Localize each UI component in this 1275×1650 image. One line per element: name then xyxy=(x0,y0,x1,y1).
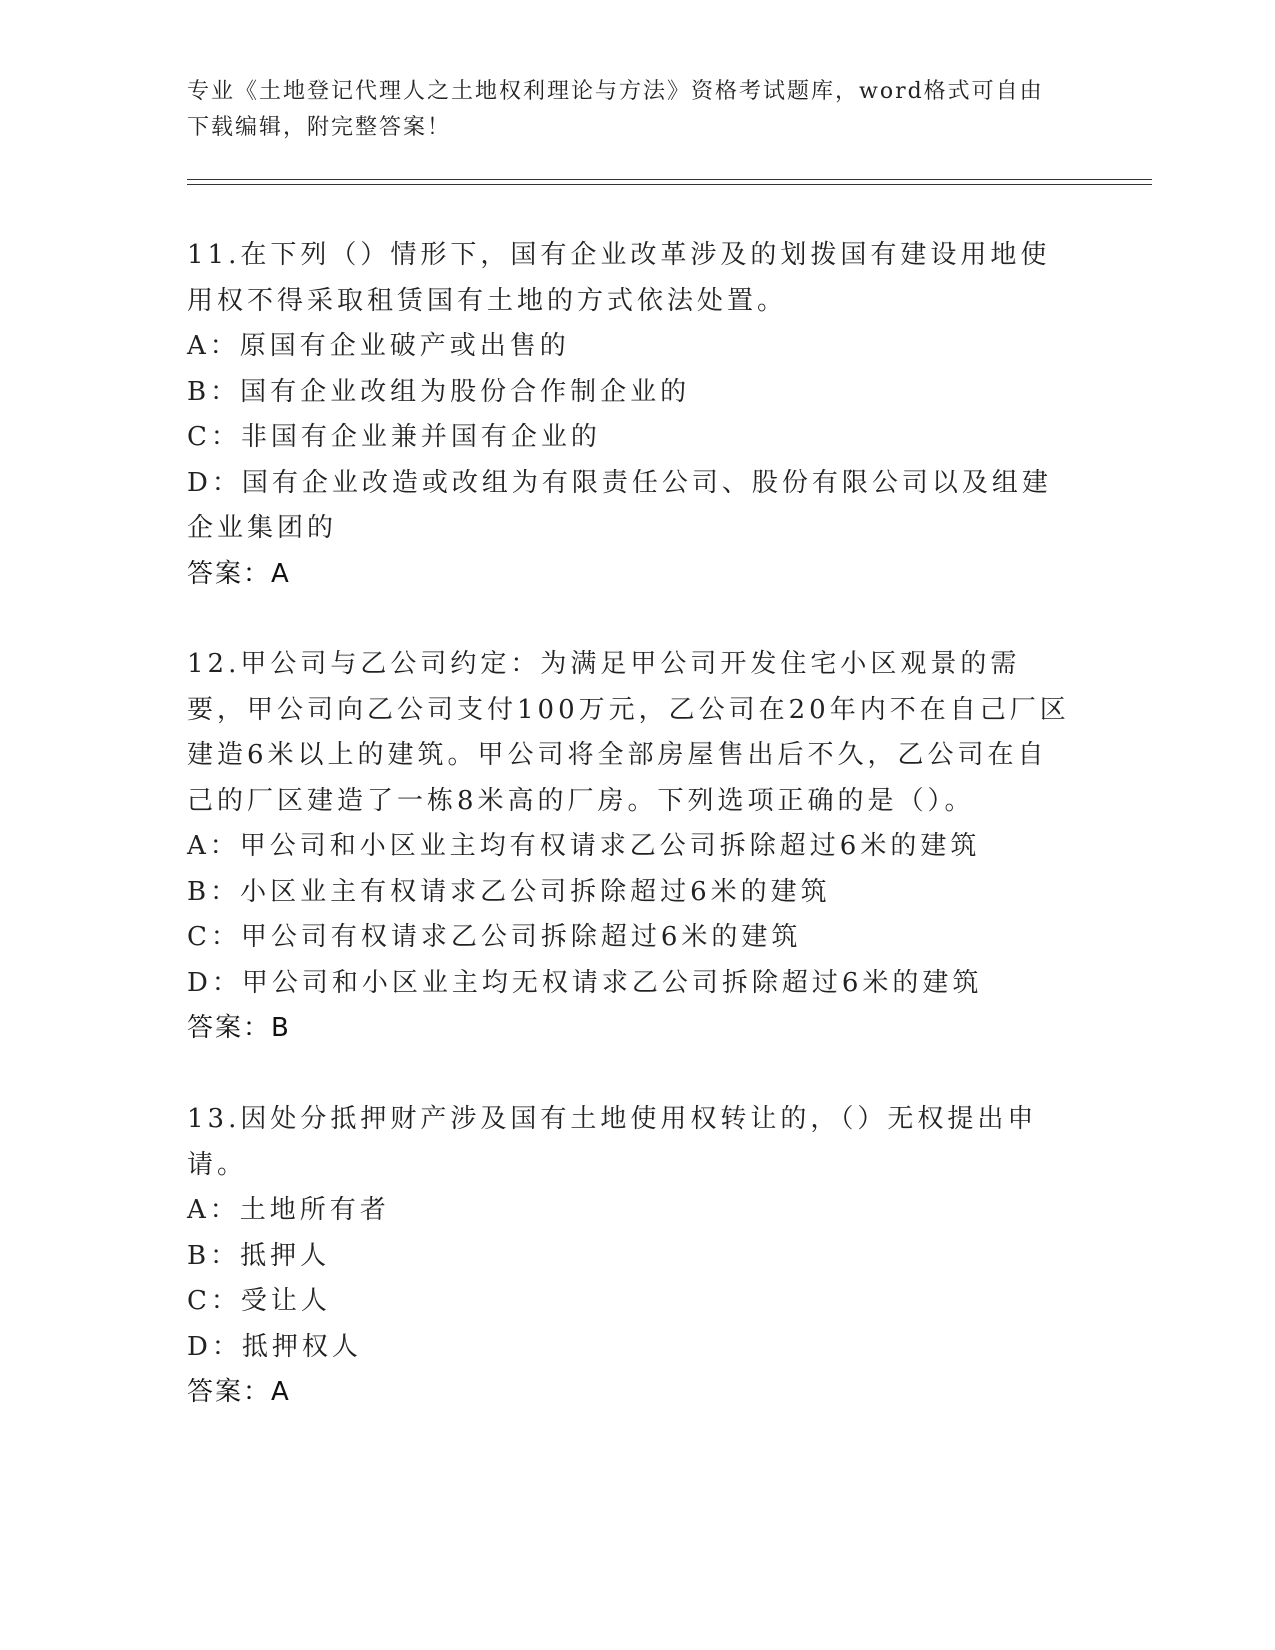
question-13 xyxy=(187,1097,1077,1416)
option-d: D：甲公司和小区业主均无权请求乙公司拆除超过6米的建筑 xyxy=(187,967,983,998)
option-a: A：土地所有者 xyxy=(187,1195,390,1225)
question-stem: 11.在下列（）情形下，国有企业改革涉及的划拨国有建设用地使用权不得采取租赁国有土地的方式依法处置。 xyxy=(187,240,1051,316)
option-c: C：非国有企业兼并国有企业的 xyxy=(187,422,601,452)
option-c: C：受让人 xyxy=(187,1286,331,1316)
answer: 答案：A xyxy=(187,1377,291,1407)
document-header: 专业《土地登记代理人之土地权利理论与方法》资格考试题库，word格式可自由下载编辑，附完整答案！ xyxy=(187,79,1044,140)
option-d: D：抵押权人 xyxy=(187,1331,362,1362)
option-d: D：国有企业改造或改组为有限责任公司、股份有限公司以及组建企业集团的 xyxy=(187,467,1052,543)
answer: 答案：B xyxy=(187,1013,291,1043)
question-stem: 12.甲公司与乙公司约定：为满足甲公司开发住宅小区观景的需要，甲公司向乙公司支付100万元，乙公司在20年内不在自己厂区建造6米以上的建筑。甲公司将全部房屋售出后不久，乙公司在自己的厂区建造了一栋8米高的厂房。下列选项正确的是（）。 xyxy=(187,649,1070,816)
question-12 xyxy=(187,642,1077,1052)
option-b: B：小区业主有权请求乙公司拆除超过6米的建筑 xyxy=(187,876,831,907)
option-b: B：国有企业改组为股份合作制企业的 xyxy=(187,376,691,407)
option-a: A：原国有企业破产或出售的 xyxy=(187,331,570,361)
question-stem: 13.因处分抵押财产涉及国有土地使用权转让的，（）无权提出申请。 xyxy=(187,1104,1038,1180)
question-11 xyxy=(187,233,1077,597)
option-b: B：抵押人 xyxy=(187,1240,331,1271)
header-divider-bottom xyxy=(187,184,1152,185)
option-c: C：甲公司有权请求乙公司拆除超过6米的建筑 xyxy=(187,922,802,952)
answer: 答案：A xyxy=(187,558,291,589)
option-a: A：甲公司和小区业主均有权请求乙公司拆除超过6米的建筑 xyxy=(187,831,981,861)
header-divider-top xyxy=(187,179,1152,180)
